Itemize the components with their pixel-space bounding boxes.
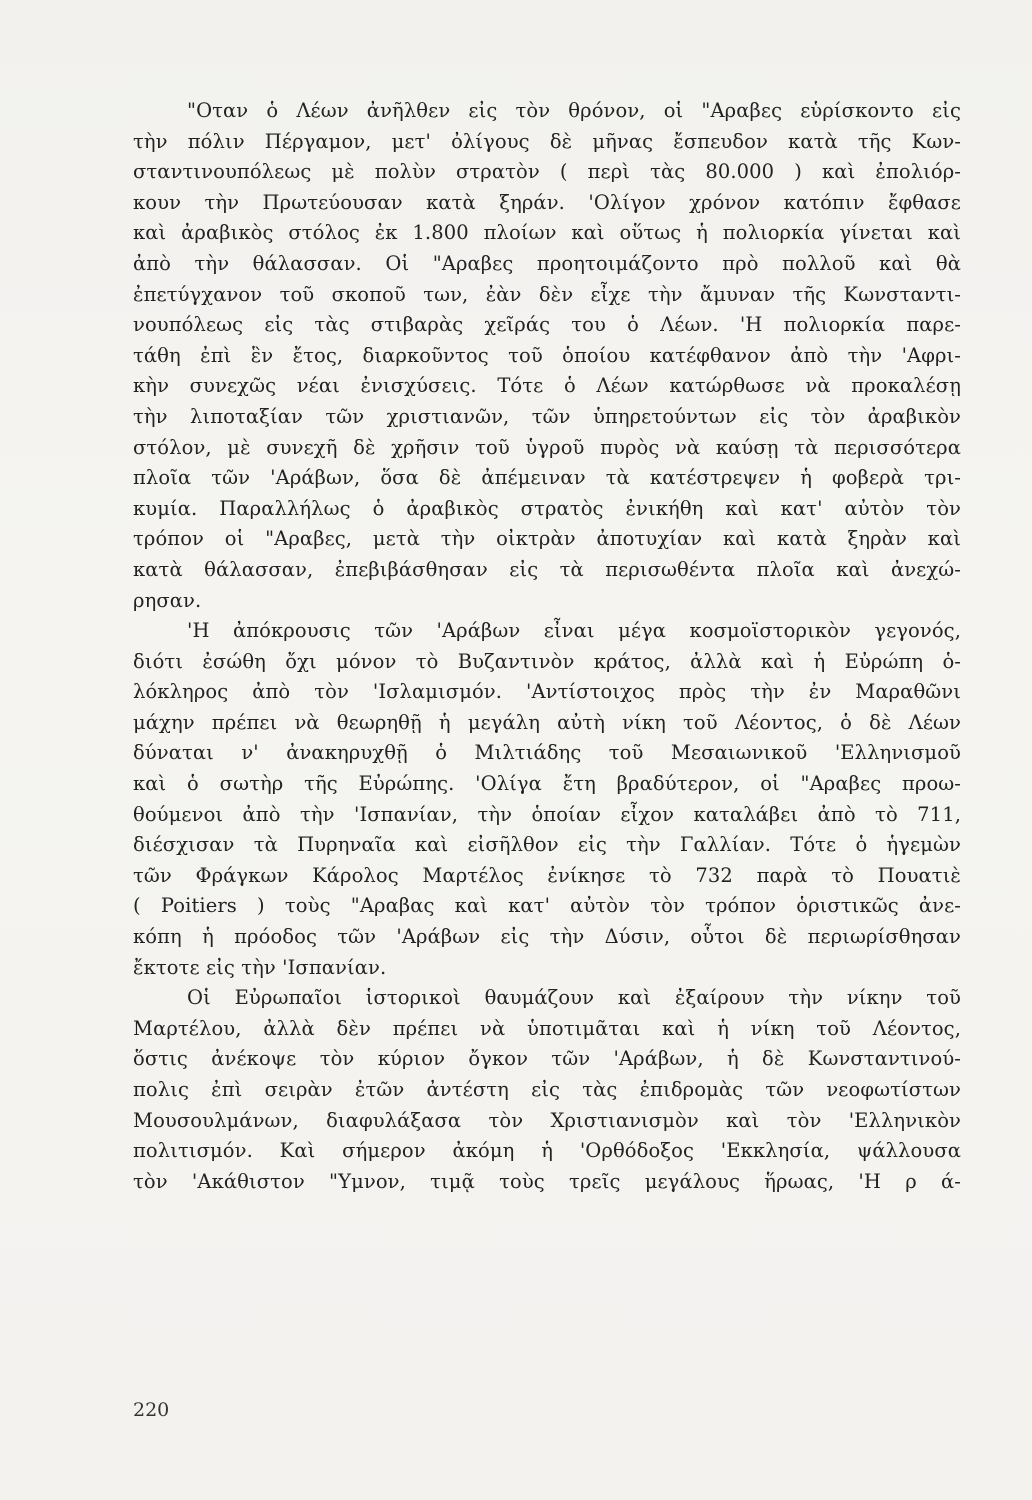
text-line: θούμενοι ἀπὸ τὴν 'Ισπανίαν, τὴν ὁποίαν εἶχον καταλάβει ἀπὸ τὸ 711, <box>133 802 961 826</box>
text-line: νουπόλεως εἰς τὰς στιβαρὰς χεῖράς του ὁ Λέων. 'Η πολιορκία παρε- <box>133 313 961 337</box>
text-line: πολις ἐπὶ σειρὰν ἐτῶν ἀντέστη εἰς τὰς ἐπιδρομὰς τῶν νεοφωτίστων <box>133 1078 961 1101</box>
text-line: τὴν πόλιν Πέργαμον, μετ' ὀλίγους δὲ μῆνας ἔσπευδον κατὰ τῆς Κων- <box>133 129 961 153</box>
text-line: στόλον, μὲ συνεχῆ δὲ χρῆσιν τοῦ ὑγροῦ πυρὸς νὰ καύσῃ τὰ περισσότερα <box>133 435 961 459</box>
text-line: καὶ ἀραβικὸς στόλος ἐκ 1.800 πλοίων καὶ οὕτως ἡ πολιορκία γίνεται καὶ <box>133 221 961 245</box>
text-line: δύναται ν' ἀνακηρυχθῇ ὁ Μιλτιάδης τοῦ Μεσαιωνικοῦ 'Ελληνισμοῦ <box>133 741 961 765</box>
body-text <box>133 96 961 1197</box>
text-line: κυμία. Παραλλήλως ὁ ἀραβικὸς στρατὸς ἐνικήθη καὶ κατ' αὐτὸν τὸν <box>133 496 961 520</box>
text-line: πλοῖα τῶν 'Αράβων, ὅσα δὲ ἀπέμειναν τὰ κατέστρεψεν ἡ φοβερὰ τρι- <box>133 466 961 490</box>
text-line: λόκληρος ἀπὸ τὸν 'Ισλαμισμόν. 'Αντίστοιχος πρὸς τὴν ἐν Μαραθῶνι <box>133 680 961 704</box>
page-number: 220 <box>133 1399 170 1421</box>
text-line: κουν τὴν Πρωτεύουσαν κατὰ ξηράν. 'Ολίγον χρόνον κατόπιν ἔφθασε <box>133 190 961 214</box>
text-line: κατὰ θάλασσαν, ἐπεβιβάσθησαν εἰς τὰ περισωθέντα πλοῖα καὶ ἀνεχώ- <box>133 557 961 581</box>
text-line: κόπη ἡ πρόοδος τῶν 'Αράβων εἰς τὴν Δύσιν, οὗτοι δὲ περιωρίσθησαν <box>133 925 961 949</box>
text-line: διέσχισαν τὰ Πυρηναῖα καὶ εἰσῆλθον εἰς τὴν Γαλλίαν. Τότε ὁ ἡγεμὼν <box>133 833 961 857</box>
text-line: ἀπὸ τὴν θάλασσαν. Οἱ "Αραβες προητοιμάζοντο πρὸ πολλοῦ καὶ θὰ <box>133 251 961 275</box>
text-line: σταντινουπόλεως μὲ πολὺν στρατὸν ( περὶ τὰς 80.000 ) καὶ ἐπολιόρ- <box>133 160 961 184</box>
text-line: τὸν 'Ακάθιστον "Υμνον, τιμᾷ τοὺς τρεῖς μεγάλους ἥρωας, 'Η ρ ά- <box>133 1169 961 1193</box>
text-line: τρόπον οἱ "Αραβες, μετὰ τὴν οἰκτρὰν ἀποτυχίαν καὶ κατὰ ξηρὰν καὶ <box>133 527 961 551</box>
text-line: 'Η ἀπόκρουσις τῶν 'Αράβων εἶναι μέγα κοσμοϊστορικὸν γεγονός, <box>187 619 961 643</box>
text-line: τὴν λιποταξίαν τῶν χριστιανῶν, τῶν ὑπηρετούντων εἰς τὸν ἀραβικὸν <box>133 404 961 428</box>
text-line: ( Poitiers ) τοὺς "Αραβας καὶ κατ' αὐτὸν τὸν τρόπον ὁριστικῶς ἀνε- <box>133 894 961 918</box>
text-line: Μαρτέλου, ἀλλὰ δὲν πρέπει νὰ ὑποτιμᾶται καὶ ἡ νίκη τοῦ Λέοντος, <box>133 1016 961 1040</box>
text-line: καὶ ὁ σωτὴρ τῆς Εὐρώπης. 'Ολίγα ἔτη βραδύτερον, οἱ "Αραβες προω- <box>133 772 961 796</box>
text-line: μάχην πρέπει νὰ θεωρηθῇ ἡ μεγάλη αὐτὴ νίκη τοῦ Λέοντος, ὁ δὲ Λέων <box>133 710 961 734</box>
text-line: Οἱ Εὐρωπαῖοι ἱστορικοὶ θαυμάζουν καὶ ἐξαίρουν τὴν νίκην τοῦ <box>187 986 961 1010</box>
text-line: πολιτισμόν. Καὶ σήμερον ἀκόμη ἡ 'Ορθόδοξος 'Εκκλησία, ψάλλουσα <box>133 1139 961 1163</box>
text-line: ἔκτοτε εἰς τὴν 'Ισπανίαν. <box>133 955 387 979</box>
text-line: τῶν Φράγκων Κάρολος Μαρτέλος ἐνίκησε τὸ 732 παρὰ τὸ Πουατιὲ <box>133 863 961 887</box>
text-line: ρησαν. <box>133 588 202 612</box>
text-line: Μουσουλμάνων, διαφυλάξασα τὸν Χριστιανισμὸν καὶ τὸν 'Ελληνικὸν <box>133 1108 961 1132</box>
text-line: διότι ἐσώθη ὄχι μόνον τὸ Βυζαντινὸν κράτος, ἀλλὰ καὶ ἡ Εὐρώπη ὁ- <box>133 649 961 673</box>
text-line: ὅστις ἀνέκοψε τὸν κύριον ὄγκον τῶν 'Αράβων, ἡ δὲ Κωνσταντινού- <box>133 1047 961 1071</box>
text-line: τάθη ἐπὶ ἓν ἔτος, διαρκοῦντος τοῦ ὁποίου κατέφθανον ἀπὸ τὴν 'Αφρι- <box>133 343 961 367</box>
text-line: "Οταν ὁ Λέων ἀνῆλθεν εἰς τὸν θρόνον, οἱ "Αραβες εὑρίσκοντο εἰς <box>187 99 961 122</box>
text-line: κὴν συνεχῶς νέαι ἐνισχύσεις. Τότε ὁ Λέων κατώρθωσε νὰ προκαλέσῃ <box>133 374 961 398</box>
text-line: ἐπετύγχανον τοῦ σκοποῦ των, ἐὰν δὲν εἶχε τὴν ἄμυναν τῆς Κωνσταντι- <box>133 282 961 306</box>
